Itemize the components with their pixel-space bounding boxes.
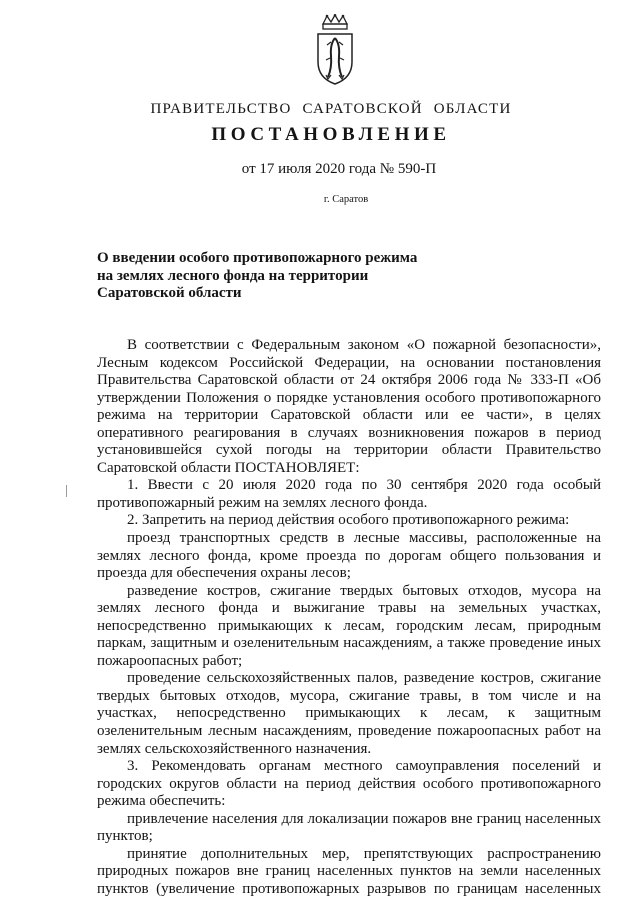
document-subject — [97, 250, 457, 303]
subject-line: Саратовской области — [97, 285, 242, 301]
body-paragraph-item-3: 3. Рекомендовать органам местного самоуправления поселений и городских округов области на период действия особого противопожарного режима обеспечить: — [97, 758, 601, 810]
body-paragraph: проезд транспортных средств в лесные массивы, расположенные на землях лесного фонда, кроме проезда по дорогам общего пользования и проезда для обеспечения охраны лесов; — [97, 530, 601, 582]
body-paragraph: разведение костров, сжигание твердых бытовых отходов, мусора на землях лесного фонда и выжигание травы на земельных участках, непосредственно примыкающих к лесам, городским лесам, природным паркам, защитным и озеленительным насаждениям, а также проведение иных пожароопасных работ; — [97, 582, 601, 669]
subject-line: О введении особого противопожарного режима — [97, 250, 418, 266]
government-title: ПРАВИТЕЛЬСТВО САРАТОВСКОЙ ОБЛАСТИ — [150, 101, 512, 117]
body-paragraph-item-1: 1. Ввести с 20 июля 2020 года по 30 сентября 2020 года особый противопожарный режим на землях лесного фонда. — [97, 477, 601, 511]
document-body — [97, 337, 601, 899]
document-city: г. Саратов — [323, 194, 369, 205]
body-paragraph: привлечение населения для локализации пожаров вне границ населенных пунктов; — [97, 810, 601, 845]
document-type-title: ПОСТАНОВЛЕНИЕ — [211, 124, 451, 145]
body-paragraph: принятие дополнительных мер, препятствующих распространению природных пожаров вне границ населенных пунктов на земли населенных пунктов (увеличение противопожарных разрывов по границам населенных — [97, 845, 601, 897]
body-paragraph-preamble: В соответствии с Федеральным законом «О пожарной безопасности», Лесным кодексом Российской Федерации, на основании постановления Правительства Саратовской области от 24 октября 2006 года № 333-П «Об утверждении Положения о порядке установления особого противопожарного режима на территории Саратовской области или ее части», в целях оперативного реагирования в случаях возникновения пожаров в период установившейся сухой погоды на территории области Правительство Саратовской области ПОСТАНОВЛЯЕТ: — [97, 337, 601, 476]
body-paragraph-item-2: 2. Запретить на период действия особого противопожарного режима: — [127, 512, 570, 529]
body-paragraph: проведение сельскохозяйственных палов, разведение костров, сжигание твердых бытовых отходов, мусора, сжигание травы, в том числе и на участках, непосредственно примыкающих к лесам, к защитным озеленительным лесным насаждениям, проведение пожароопасных работ на землях сельскохозяйственного назначения. — [97, 670, 601, 757]
subject-line: на землях лесного фонда на территории — [97, 267, 369, 284]
margin-mark — [66, 485, 67, 497]
saratov-coat-of-arms-icon — [313, 14, 357, 86]
document-date-number: от 17 июля 2020 года № 590-П — [241, 161, 437, 177]
